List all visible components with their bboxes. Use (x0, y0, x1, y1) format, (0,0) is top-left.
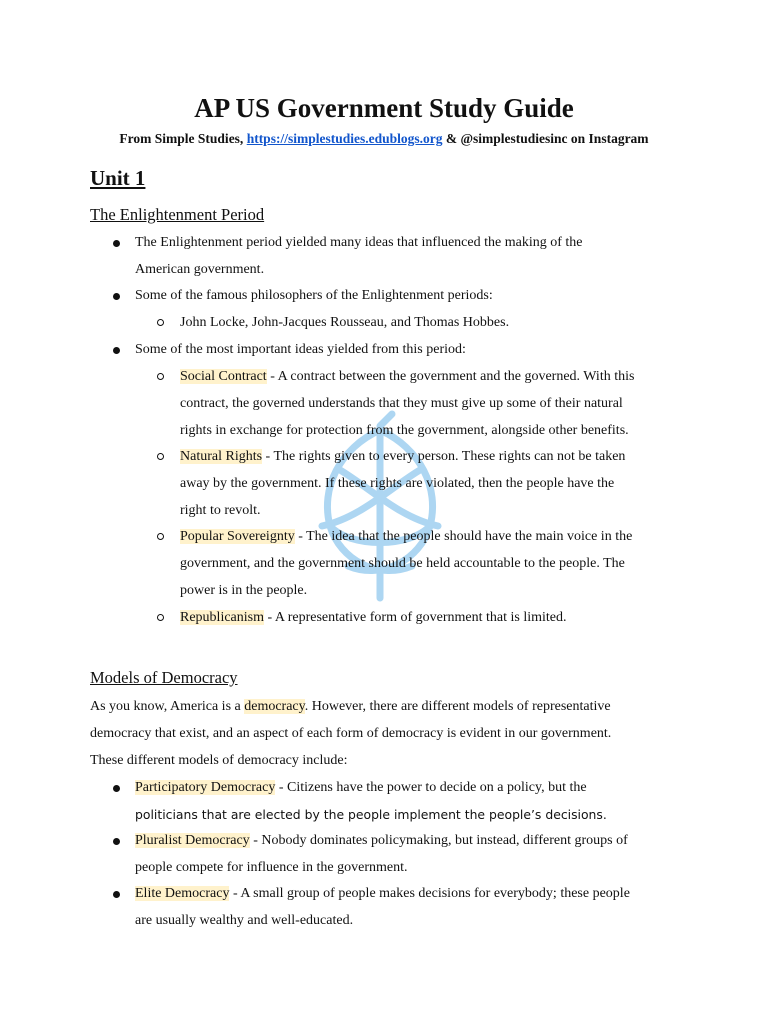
highlighted-term: Natural Rights (180, 449, 263, 464)
bullet-icon (113, 240, 120, 247)
paragraph-text: . However, there are different models of representative (304, 699, 611, 714)
paragraph-line (90, 697, 611, 717)
sub-bullet-icon (157, 614, 164, 621)
bullet-text: Some of the famous philosophers of the Enlightenment periods: (135, 288, 493, 303)
bullet-text: American government. (135, 262, 265, 277)
unit-heading: Unit 1 (90, 166, 146, 190)
highlighted-term: democracy (244, 699, 305, 714)
bullet-text (135, 884, 630, 904)
definition-text: - The idea that the people should have the main voice in the (294, 529, 633, 544)
paragraph-line: democracy that exist, and an aspect of each form of democracy is evident in our government. (90, 726, 612, 741)
bullet-text: The Enlightenment period yielded many ideas that influenced the making of the (135, 235, 583, 250)
sub-bullet-text: power is in the people. (180, 583, 308, 598)
subtitle-link[interactable]: https://simplestudies.edublogs.org (246, 131, 443, 146)
sub-bullet-text (180, 447, 625, 467)
sub-bullet-text (180, 608, 566, 628)
sub-bullet-text: government, and the government should be held accountable to the people. The (180, 556, 625, 571)
bullet-text: people compete for influence in the government. (135, 860, 408, 875)
definition-text: - A contract between the government and the governed. With this (266, 369, 635, 384)
highlighted-term: Republicanism (180, 610, 264, 625)
bullet-text: are usually wealthy and well-educated. (135, 913, 354, 928)
bullet-icon (113, 838, 120, 845)
definition-text: - Nobody dominates policymaking, but instead, different groups of (249, 833, 628, 848)
paragraph-text: As you know, America is a (90, 699, 245, 714)
subtitle (0, 128, 768, 150)
highlighted-term: Participatory Democracy (135, 780, 276, 795)
sub-bullet-icon (157, 373, 164, 380)
definition-text: - A representative form of government that is limited. (264, 610, 567, 625)
definition-text: - A small group of people makes decisions for everybody; these people (229, 886, 630, 901)
sub-bullet-text: contract, the governed understands that they must give up some of their natural (180, 396, 623, 411)
sub-bullet-text: rights in exchange for protection from the government, alongside other benefits. (180, 423, 629, 438)
highlighted-term: Pluralist Democracy (135, 833, 250, 848)
sub-bullet-icon (157, 453, 164, 460)
highlighted-term: Social Contract (180, 369, 267, 384)
paragraph-line: These different models of democracy include: (90, 753, 348, 768)
subtitle-suffix: & @simplestudiesinc on Instagram (442, 131, 649, 146)
sub-bullet-icon (157, 319, 164, 326)
bullet-icon (113, 347, 120, 354)
bullet-icon (113, 293, 120, 300)
section-heading-enlightenment: The Enlightenment Period (90, 205, 265, 224)
definition-text: - The rights given to every person. These rights can not be taken (262, 449, 626, 464)
bullet-icon (113, 785, 120, 792)
bullet-text: politicians that are elected by the people implement the people’s decisions. (135, 807, 607, 822)
highlighted-term: Popular Sovereignty (180, 529, 295, 544)
sub-bullet-text: right to revolt. (180, 503, 261, 518)
bullet-text (135, 778, 587, 798)
subtitle-prefix: From Simple Studies, (119, 131, 247, 146)
sub-bullet-text (180, 527, 632, 547)
bullet-text: Some of the most important ideas yielded from this period: (135, 342, 466, 357)
bullet-icon (113, 891, 120, 898)
page-title: AP US Government Study Guide (194, 93, 574, 123)
highlighted-term: Elite Democracy (135, 886, 230, 901)
sub-bullet-text: John Locke, John-Jacques Rousseau, and Thomas Hobbes. (180, 315, 510, 330)
definition-text: - Citizens have the power to decide on a policy, but the (275, 780, 587, 795)
section-heading-models-of-democracy: Models of Democracy (90, 668, 238, 687)
sub-bullet-text (180, 367, 634, 387)
sub-bullet-text: away by the government. If these rights are violated, then the people have the (180, 476, 615, 491)
sub-bullet-icon (157, 533, 164, 540)
bullet-text (135, 831, 628, 851)
